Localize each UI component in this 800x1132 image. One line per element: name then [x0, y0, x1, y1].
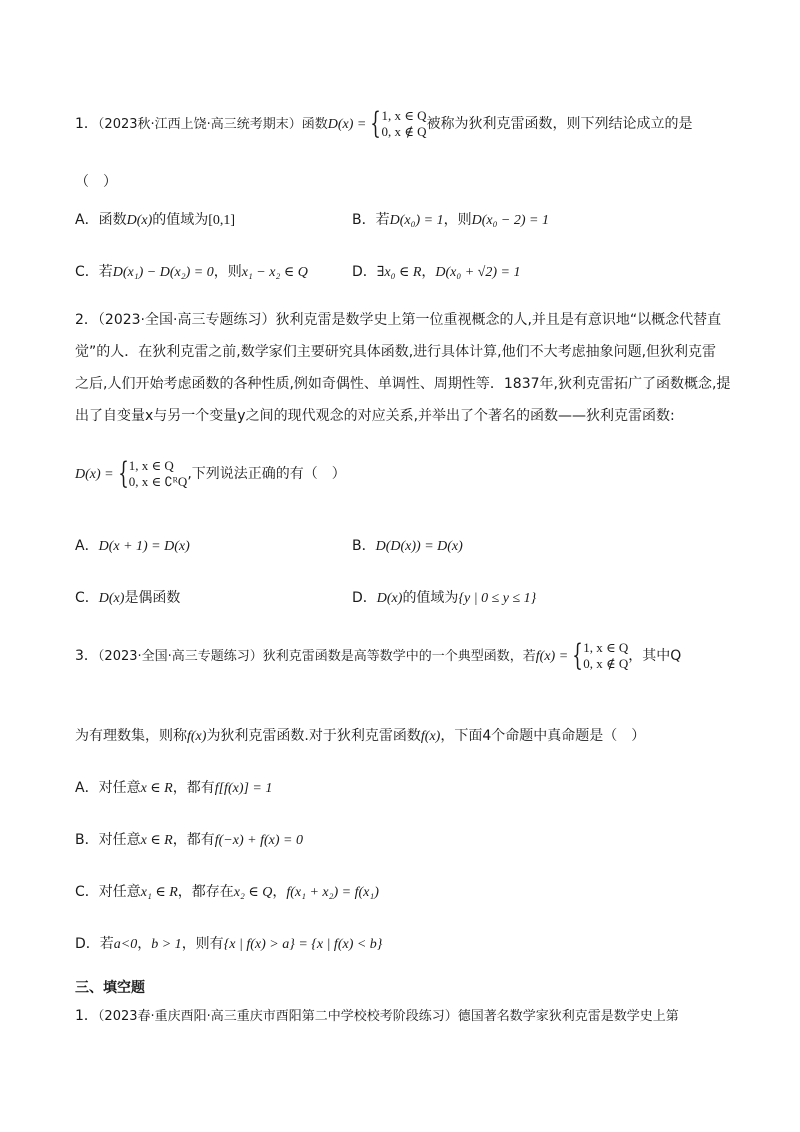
q3-option-b: B．对任意x ∈ R，都有f(−x) + f(x) = 0: [75, 832, 303, 848]
q1-piecewise: 1, x ∈ Q 0, x ∉ Q: [381, 108, 427, 139]
q3-stem-line1: 3．（2023·全国·高三专题练习）狄利克雷函数是高等数学中的一个典型函数，若f(x) = { 1, x ∈ Q 0, x ∉ Q ，其中Q: [75, 638, 682, 673]
q1-stem: 1．（2023秋·江西上饶·高三统考期末）函数D(x) = { 1, x ∈ Q 0, x ∉ Q 被称为狄利克雷函数，则下列结论成立的是: [75, 106, 693, 141]
q4-stem: 1．（2023春·重庆酉阳·高三重庆市酉阳第二中学校校考阶段练习）德国著名数学家狄利克雷是数学史上第: [75, 1008, 679, 1024]
q1-option-c: C．若D(x₁) − D(x₂) = 0，则x₁ − x₂ ∈ Q: [75, 264, 308, 280]
q2-stem-line2: 觉”的人．在狄利克雷之前,数学家们主要研究具体函数,进行具体计算,他们不大考虑抽象问题,但狄利克雷: [75, 344, 717, 360]
q2-option-a: A．D(x + 1) = D(x): [75, 538, 190, 554]
q2-option-d: D．D(x)的值域为{y | 0 ≤ y ≤ 1}: [352, 590, 537, 606]
q2-function: D(x) = { 1, x ∈ Q 0, x ∈ ∁ᴿQ ,下列说法正确的有（ ）: [75, 456, 346, 491]
q3-option-d: D．若a<0，b > 1，则有{x | f(x) > a} = {x | f(x) < b}: [75, 936, 383, 952]
q2-option-b: B．D(D(x)) = D(x): [352, 538, 463, 554]
q3-piecewise: 1, x ∈ Q 0, x ∉ Q: [583, 640, 629, 671]
q1-option-d: D．∃x₀ ∈ R，D(x₀ + √2) = 1: [352, 264, 521, 280]
q2-stem-line4: 出了自变量x与另一个变量y之间的现代观念的对应关系,并举出了个著名的函数——狄利克雷函数:: [75, 408, 675, 424]
q2-stem-line3: 之后,人们开始考虑函数的各种性质,例如奇偶性、单调性、周期性等．1837年,狄利克雷拓广了函数概念,提: [75, 376, 731, 392]
q1-option-a: A．函数D(x)的值域为[0,1]: [75, 212, 236, 228]
section-title: 三、填空题: [75, 980, 145, 996]
q2-stem-line1: 2．（2023·全国·高三专题练习）狄利克雷是数学史上第一位重视概念的人,并且是有意识地“以概念代替直: [75, 312, 722, 328]
q2-piecewise: 1, x ∈ Q 0, x ∈ ∁ᴿQ: [128, 458, 188, 489]
q3-option-a: A．对任意x ∈ R，都有f[f(x)] = 1: [75, 780, 273, 796]
q1-option-b: B．若D(x₀) = 1，则D(x₀ − 2) = 1: [352, 212, 549, 228]
q2-option-c: C．D(x)是偶函数: [75, 590, 181, 606]
q3-option-c: C．对任意x₁ ∈ R，都存在x₂ ∈ Q，f(x₁ + x₂) = f(x₁): [75, 884, 379, 900]
q1-paren: （ ）: [75, 174, 117, 190]
q3-stem-line2: 为有理数集，则称f(x)为狄利克雷函数.对于狄利克雷函数f(x)，下面4个命题中真命题是（ ）: [75, 728, 646, 744]
